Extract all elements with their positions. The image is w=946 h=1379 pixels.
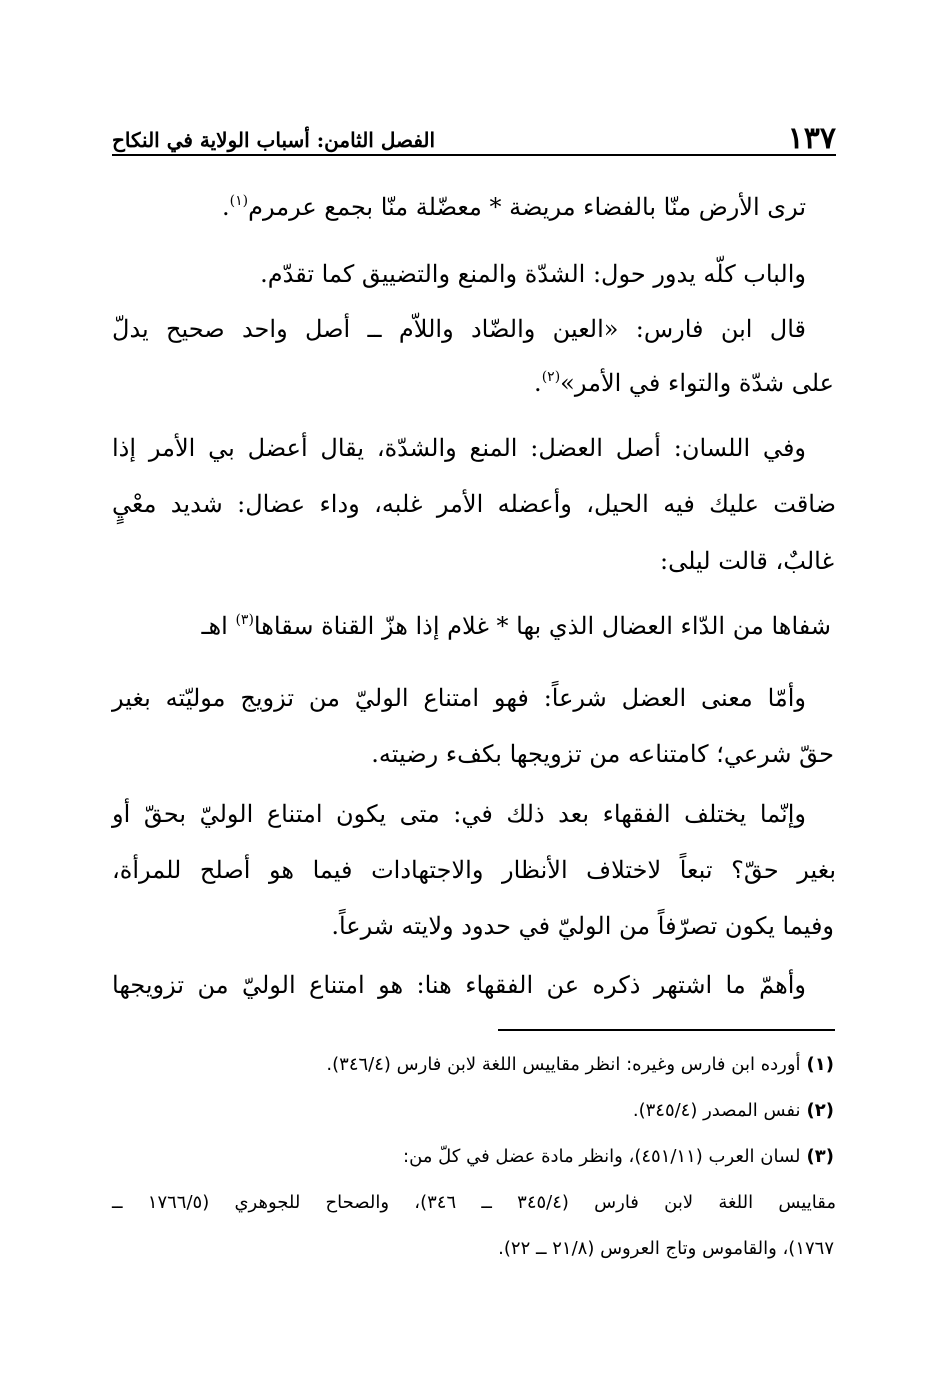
paragraph-5-line-3: وفيما يكون تصرّفاً من الوليّ في حدود ولايته شرعاً. xyxy=(331,912,834,940)
verse-2-text: شفاها من الدّاء العضال الذي بها * غلام إذا هزّ القناة سقاها xyxy=(253,612,831,640)
paragraph-5-line-2: بغير حقّ؟ تبعاً لاختلاف الأنظار والاجتهادات فيما هو أصلح للمرأة، xyxy=(112,856,836,884)
footnote-ref-3: (٣) xyxy=(235,612,254,628)
footnote-ref-1: (١) xyxy=(229,193,249,209)
footnote-3-text: لسان العرب (٤٥١/١١)، وانظر مادة عضل في كلّ من: xyxy=(403,1146,801,1167)
paragraph-4-line-2: حقّ شرعي؛ كامتناعه من تزويجها بكفء رضيته. xyxy=(371,740,834,768)
footnote-2 xyxy=(633,1096,834,1126)
footnote-separator xyxy=(498,1029,835,1031)
paragraph-3-line-3: غالبٌ، قالت ليلى: xyxy=(660,547,834,575)
header-rule xyxy=(112,154,836,156)
footnote-2-number: (٢) xyxy=(806,1100,834,1121)
footnote-3 xyxy=(403,1142,834,1172)
verse-1-text: ترى الأرض منّا بالفضاء مريضة * معضّلة منّا بجمع عرمرم xyxy=(248,193,806,221)
footnote-3-line-3: ١٧٦٧)، والقاموس وتاج العروس (٢١/٨ ــ ٢٢). xyxy=(498,1238,834,1259)
paragraph-2-end: . xyxy=(534,369,542,397)
footnote-ref-2: (٢) xyxy=(541,369,561,385)
page-header xyxy=(112,112,836,154)
paragraph-2-line-2 xyxy=(534,363,834,403)
paragraph-4-line-1: وأمّا معنى العضل شرعاً: فهو امتناع الوليّ من تزويج موليّته بغير xyxy=(112,684,806,712)
paragraph-3-line-2: ضاقت عليك فيه الحيل، وأعضله الأمر غلبه، وداء عضال: شديد معْيٍ xyxy=(112,490,836,518)
verse-line-1 xyxy=(222,187,806,227)
footnote-2-text: نفس المصدر (٣٤٥/٤). xyxy=(632,1100,801,1121)
footnote-3-number: (٣) xyxy=(806,1146,834,1167)
verse-1-end: . xyxy=(222,193,230,221)
paragraph-5-line-1: وإنّما يختلف الفقهاء بعد ذلك في: متى يكون امتناع الوليّ بحقّ أو xyxy=(112,800,806,828)
footnote-1-number: (١) xyxy=(806,1054,834,1075)
paragraph-6-line-1: وأهمّ ما اشتهر ذكره عن الفقهاء هنا: هو امتناع الوليّ من تزويجها xyxy=(112,971,806,999)
page-number: ١٣٧ xyxy=(787,121,836,156)
verse-2-end: اهـ xyxy=(201,612,236,640)
footnote-3-line-2: مقاييس اللغة لابن فارس (٣٤٥/٤ ــ ٣٤٦)، والصحاح للجوهري (١٧٦٦/٥ ــ xyxy=(112,1192,836,1213)
paragraph-3-line-1: وفي اللسان: أصل العضل: المنع والشدّة، يقال أعضل بي الأمر إذا xyxy=(112,434,806,462)
running-title: الفصل الثامن: أسباب الولاية في النكاح xyxy=(112,128,436,152)
footnote-1 xyxy=(326,1050,834,1080)
paragraph-2-line-1: قال ابن فارس: «العين والضّاد واللاّم ــ أصل واحد صحيح يدلّ xyxy=(112,315,806,343)
paragraph-2-line-2-text: على شدّة والتواء في الأمر» xyxy=(560,369,834,397)
footnote-1-text: أورده ابن فارس وغيره: انظر مقاييس اللغة لابن فارس (٣٤٦/٤). xyxy=(326,1054,801,1075)
paragraph-1-line: والباب كلّه يدور حول: الشدّة والمنع والتضييق كما تقدّم. xyxy=(260,260,806,288)
verse-line-2 xyxy=(201,606,831,646)
